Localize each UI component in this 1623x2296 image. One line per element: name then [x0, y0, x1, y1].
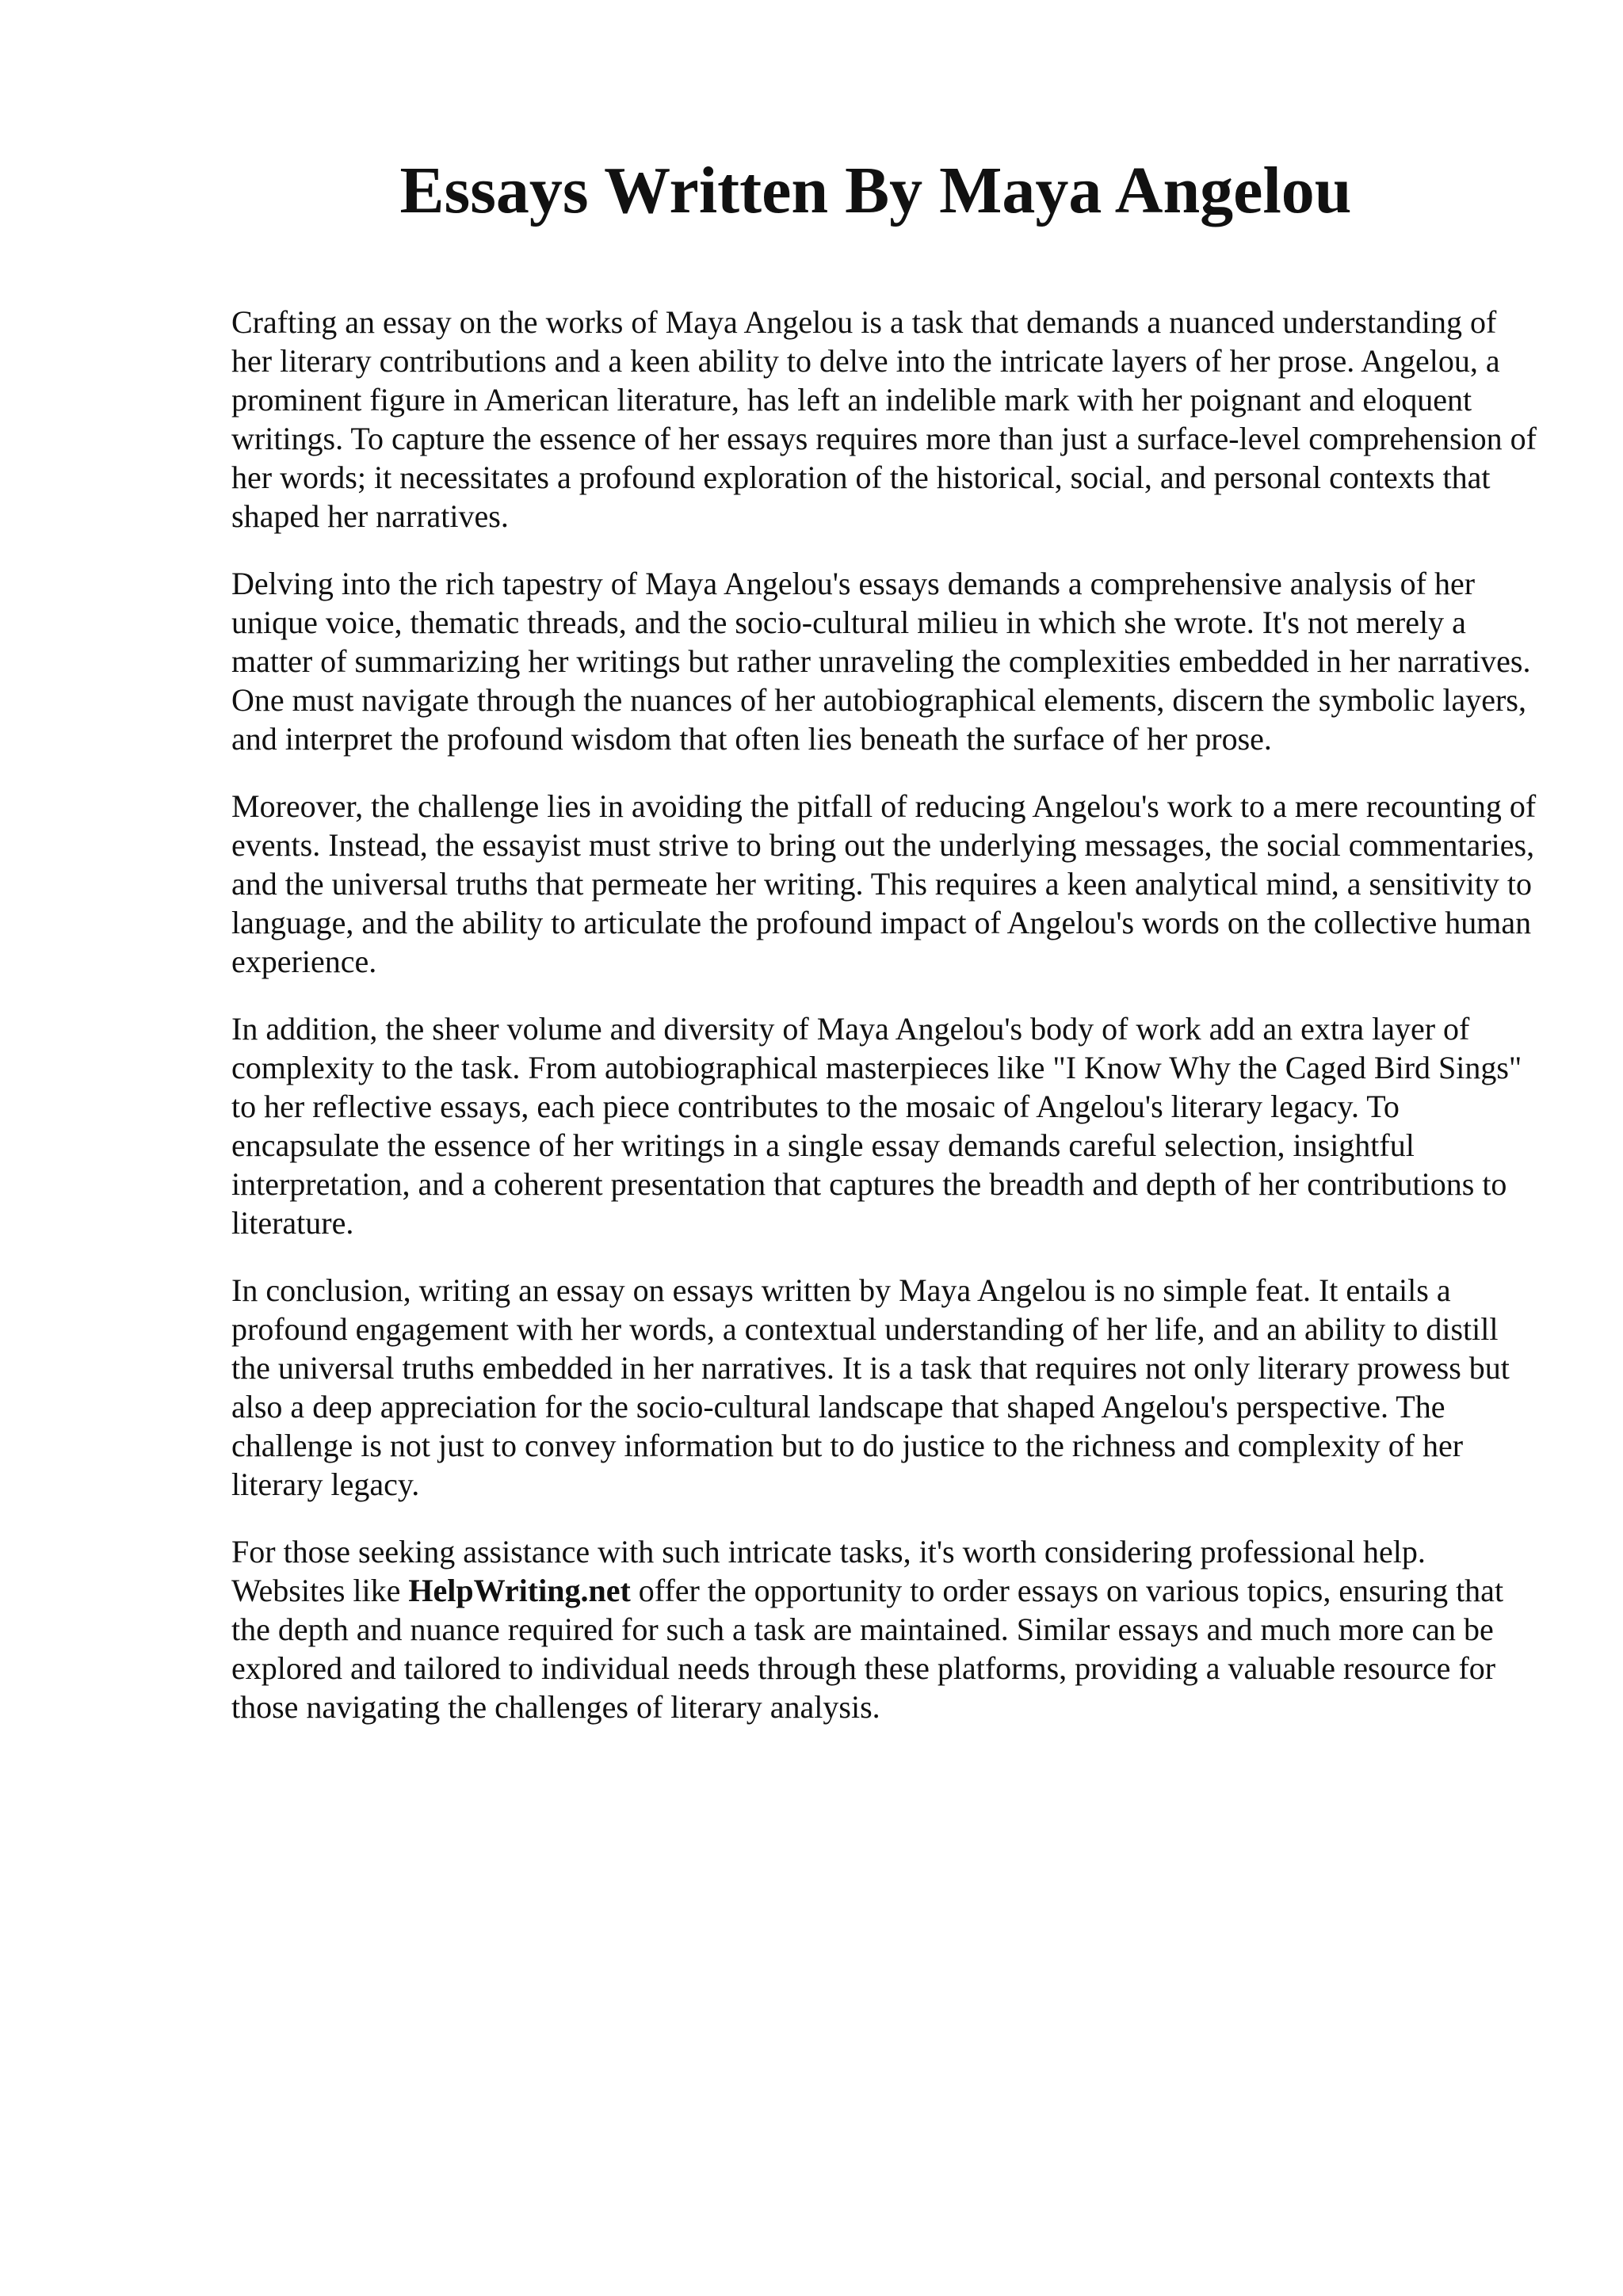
paragraph-1: Crafting an essay on the works of Maya Angelou is a task that demands a nuanced understanding of her literary contributions and a keen ability to delve into the intricate layers of her prose. Angelou, a prominent figure in American literature, has left an indelible mark with her poignant and eloquent writings. To capture the essence of her essays requires more than just a surface-level comprehension of her words; it necessitates a profound exploration of the historical, social, and personal contexts that shaped her narratives. [231, 304, 1537, 534]
helpwriting-link[interactable]: HelpWriting.net [408, 1573, 631, 1608]
paragraph-6-text-after-link: offer the opportunity to order essays on various topics, ensuring that the depth and nuance required for such a task are maintained. Similar essays and much more can be explored and tailored to individual needs through these platforms, providing a valuable resource for those navigating the challenges of literary analysis. [231, 1573, 1504, 1725]
paragraph-6-text-before-link: For those seeking assistance with such intricate tasks, it's worth considering professional help. Websites like [231, 1534, 1426, 1608]
paragraph-3: Moreover, the challenge lies in avoiding the pitfall of reducing Angelou's work to a mere recounting of events. Instead, the essayist must strive to bring out the underlying messages, the social commentaries, and the universal truths that permeate her writing. This requires a keen analytical mind, a sensitivity to language, and the ability to articulate the profound impact of Angelou's words on the collective human experience. [231, 788, 1537, 979]
paragraph-6 [231, 1532, 1539, 1726]
paragraph-2: Delving into the rich tapestry of Maya Angelou's essays demands a comprehensive analysis of her unique voice, thematic threads, and the socio-cultural milieu in which she wrote. It's not merely a matter of summarizing her writings but rather unraveling the complexities embedded in her narratives. One must navigate through the nuances of her autobiographical elements, discern the symbolic layers, and interpret the profound wisdom that often lies beneath the surface of her prose. [231, 566, 1531, 757]
paragraph-4: In addition, the sheer volume and diversity of Maya Angelou's body of work add an extra layer of complexity to the task. From autobiographical masterpieces like "I Know Why the Caged Bird Sings" to her reflective essays, each piece contributes to the mosaic of Angelou's literary legacy. To encapsulate the essence of her writings in a single essay demands careful selection, insightful interpretation, and a coherent presentation that captures the breadth and depth of her contributions to literature. [231, 1011, 1522, 1241]
paragraph-5: In conclusion, writing an essay on essays written by Maya Angelou is no simple feat. It entails a profound engagement with her words, a contextual understanding of her life, and an ability to distill the universal truths embedded in her narratives. It is a task that requires not only literary prowess but also a deep appreciation for the socio-cultural landscape that shaped Angelou's perspective. The challenge is not just to convey information but to do justice to the richness and complexity of her literary legacy. [231, 1272, 1510, 1502]
page-title: Essays Written By Maya Angelou [399, 154, 1352, 227]
document-body [231, 303, 1539, 1755]
